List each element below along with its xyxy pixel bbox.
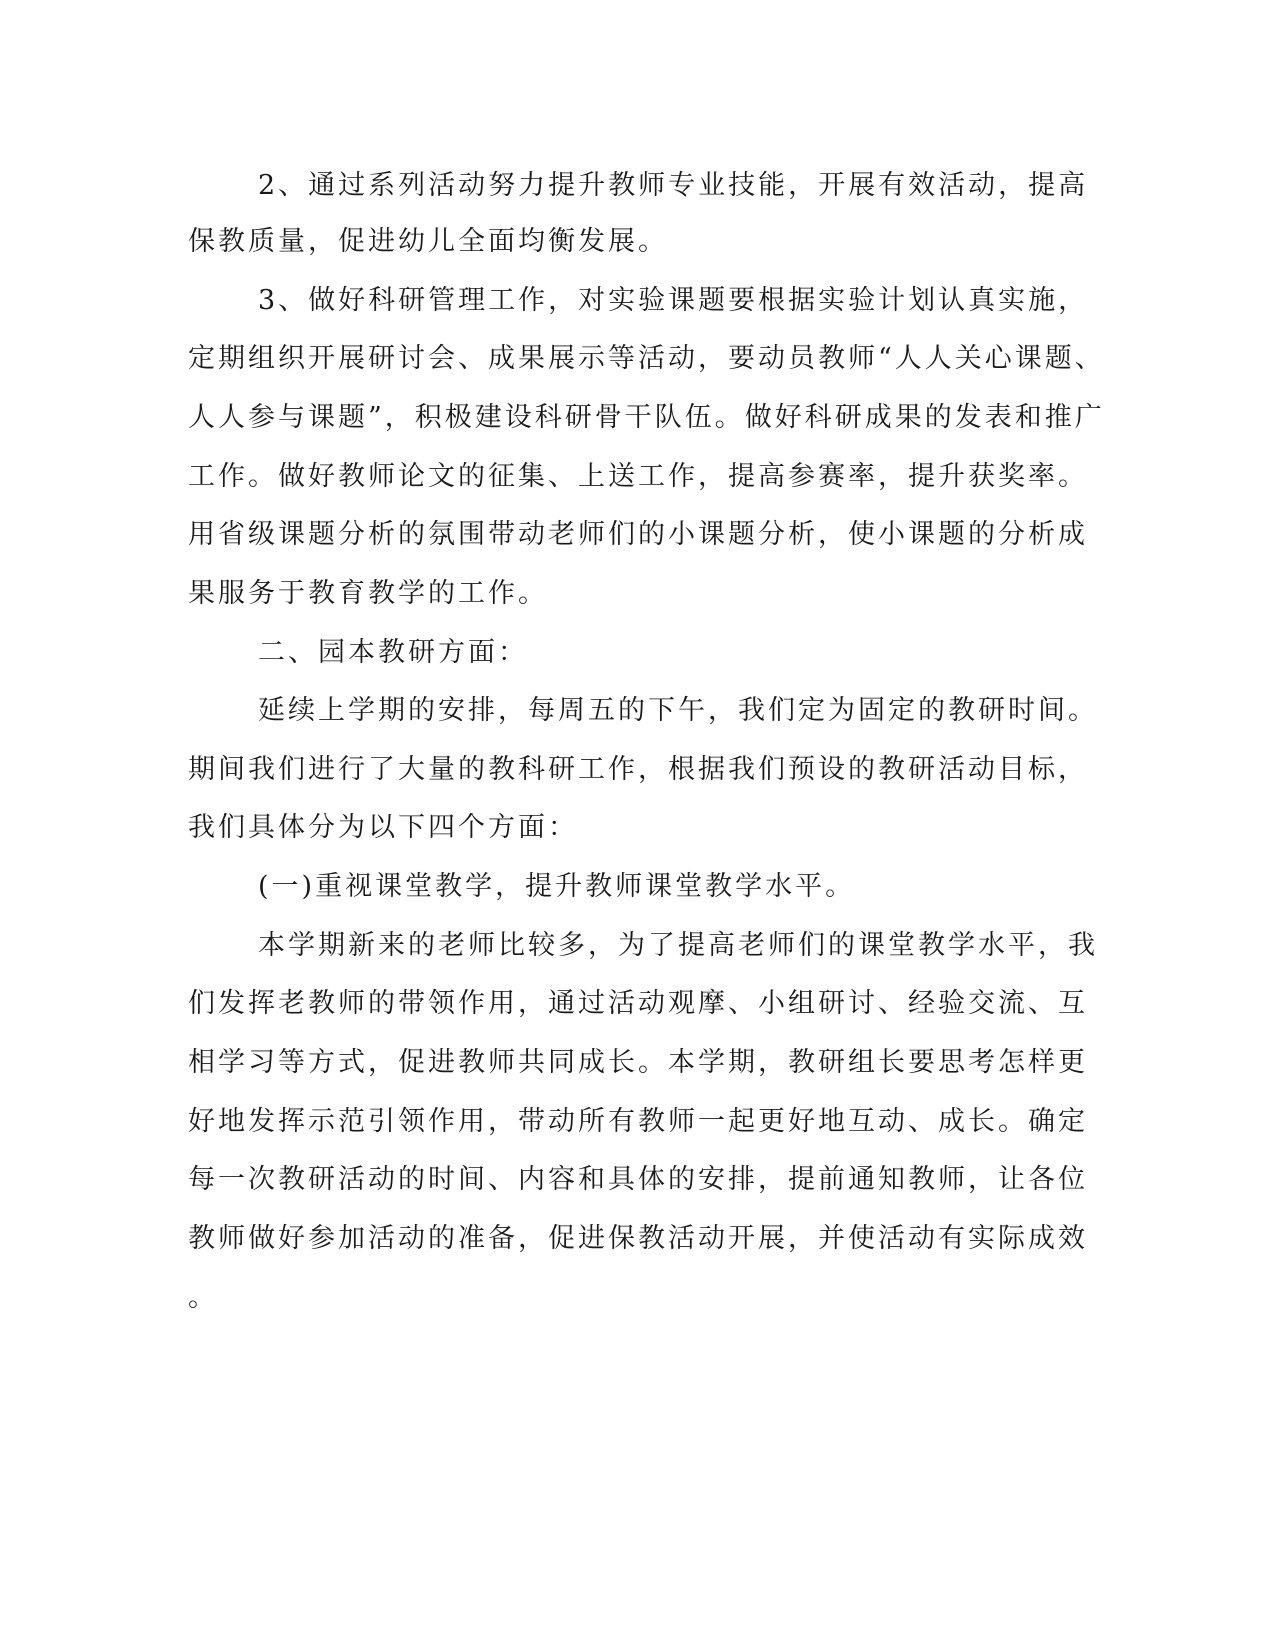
paragraph-3-line-4: 工作。做好教师论文的征集、上送工作，提高参赛率，提升获奖率。: [188, 461, 1088, 492]
paragraph-3-line-3: 人人参与课题”，积极建设科研骨干队伍。做好科研成果的发表和推广: [188, 402, 1105, 433]
paragraph-5-line-6: 教师做好参加活动的准备，促进保教活动开展，并使活动有实际成效: [188, 1223, 1088, 1254]
paragraph-4-line-3: 我们具体分为以下四个方面：: [188, 812, 578, 843]
paragraph-5-line-3: 相学习等方式，促进教师共同成长。本学期，教研组长要思考怎样更: [188, 1047, 1088, 1078]
paragraph-5-line-2: 们发挥老教师的带领作用，通过活动观摩、小组研讨、经验交流、互: [188, 988, 1088, 1019]
paragraph-4-line-2: 期间我们进行了大量的教科研工作，根据我们预设的教研活动目标，: [188, 754, 1088, 785]
paragraph-3-line-1: 3、做好科研管理工作，对实验课题要根据实验计划认真实施，: [258, 285, 1089, 316]
paragraph-3-line-5: 用省级课题分析的氛围带动老师们的小课题分析，使小课题的分析成: [188, 519, 1088, 550]
paragraph-3-line-2: 定期组织开展研讨会、成果展示等活动，要动员教师“人人关心课题、: [188, 343, 1105, 374]
paragraph-2-line-1: 2、通过系列活动努力提升教师专业技能，开展有效活动，提高: [258, 170, 1089, 201]
paragraph-3-line-6: 果服务于教育教学的工作。: [188, 578, 548, 609]
paragraph-2-line-2: 保教质量，促进幼儿全面均衡发展。: [188, 226, 668, 257]
paragraph-5-line-4: 好地发挥示范引领作用，带动所有教师一起更好地互动、成长。确定: [188, 1106, 1088, 1137]
section-heading: 二、园本教研方面：: [258, 637, 528, 668]
paragraph-5-line-7: 。: [188, 1282, 218, 1313]
subsection-heading: (一)重视课堂教学，提升教师课堂教学水平。: [258, 871, 856, 902]
paragraph-4-line-1: 延续上学期的安排，每周五的下午，我们定为固定的教研时间。: [258, 695, 1098, 726]
paragraph-5-line-1: 本学期新来的老师比较多，为了提高老师们的课堂教学水平，我: [258, 930, 1098, 961]
paragraph-5-line-5: 每一次教研活动的时间、内容和具体的安排，提前通知教师，让各位: [188, 1164, 1088, 1195]
